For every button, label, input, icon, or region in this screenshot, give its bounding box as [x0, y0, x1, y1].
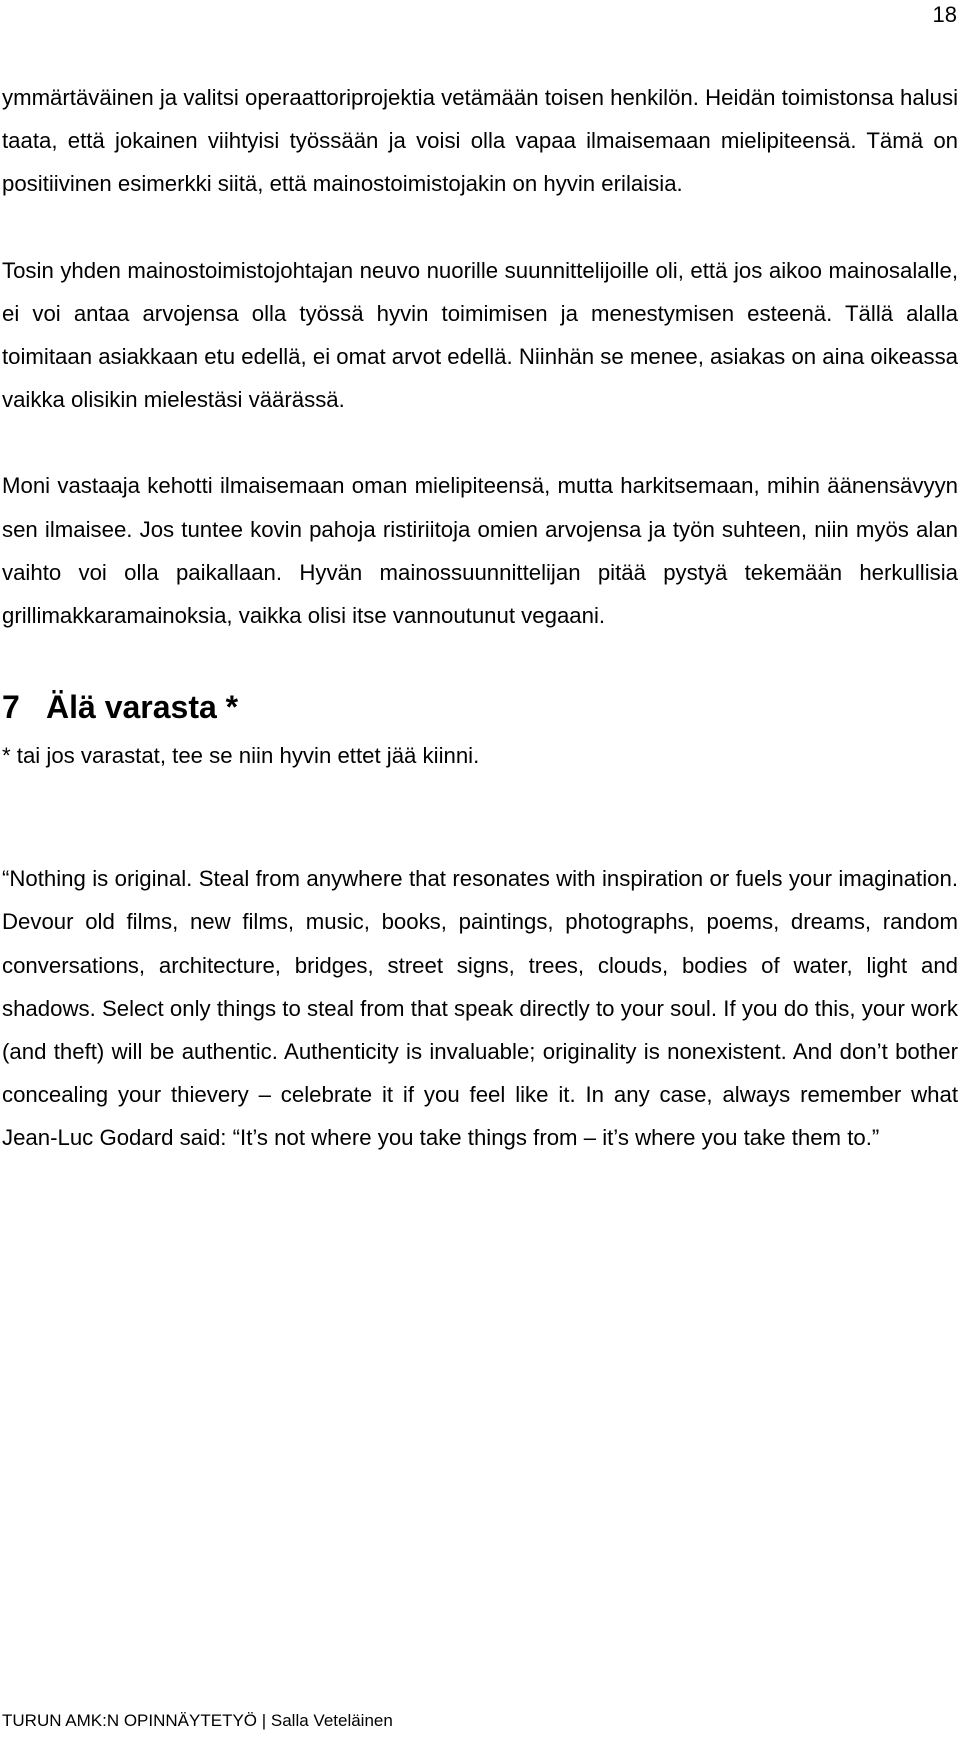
paragraph-2: Tosin yhden mainostoimistojohtajan neuvo nuorille suunnittelijoille oli, että jos aikoo mainosalalle, ei voi antaa arvojensa olla työssä hyvin toimimisen ja menestymisen esteenä. Tällä alalla toimitaan asiakkaan etu edellä, ei omat arvot edellä. Niinhän se menee, asiakas on aina oikeassa vaikka olisikin mielestäsi väärässä. — [2, 257, 958, 413]
section-number: 7 — [2, 689, 20, 726]
paragraph-3: Moni vastaaja kehotti ilmaisemaan oman mielipiteensä, mutta harkitsemaan, mihin äänensävyyn sen ilmaisee. Jos tuntee kovin pahoja ristiriitoja omien arvojensa ja työn suhteen, niin myös alan vaihto voi olla paikallaan. Hyvän mainossuunnittelijan pitää pystyä tekemään herkullisia grillimakkaramainoksia, vaikka olisi itse vannoutunut vegaani. — [2, 473, 958, 629]
section-subtitle: * tai jos varastat, tee se niin hyvin ettet jää kiinni. — [2, 743, 480, 769]
section-title: Älä varasta * — [46, 689, 239, 726]
paragraph-1: ymmärtäväinen ja valitsi operaattoriprojektia vetämään toisen henkilön. Heidän toimistonsa halusi taata, että jokainen viihtyisi työssään ja voisi olla vapaa ilmaisemaan mielipiteensä. Tämä on positiivinen esimerkki siitä, että mainostoimistojakin on hyvin erilaisia. — [2, 85, 958, 197]
page-footer: TURUN AMK:N OPINNÄYTETYÖ | Salla Veteläinen — [2, 1711, 393, 1730]
section-heading — [2, 676, 958, 738]
page-number: 18 — [932, 2, 957, 27]
quote-paragraph: “Nothing is original. Steal from anywhere that resonates with inspiration or fuels your imagination. Devour old films, new films, music, books, paintings, photographs, poems, dreams, random conversations, architecture, bridges, street signs, trees, clouds, bodies of water, light and shadows. Select only things to steal from that speak directly to your soul. If you do this, your work (and theft) will be authentic. Authenticity is invaluable; originality is nonexistent. And don’t bother concealing your thievery – celebrate it if you feel like it. In any case, always remember what Jean-Luc Godard said: “It’s not where you take things from – it’s where you take them to.” — [2, 866, 958, 1151]
page-body — [2, 76, 958, 1160]
